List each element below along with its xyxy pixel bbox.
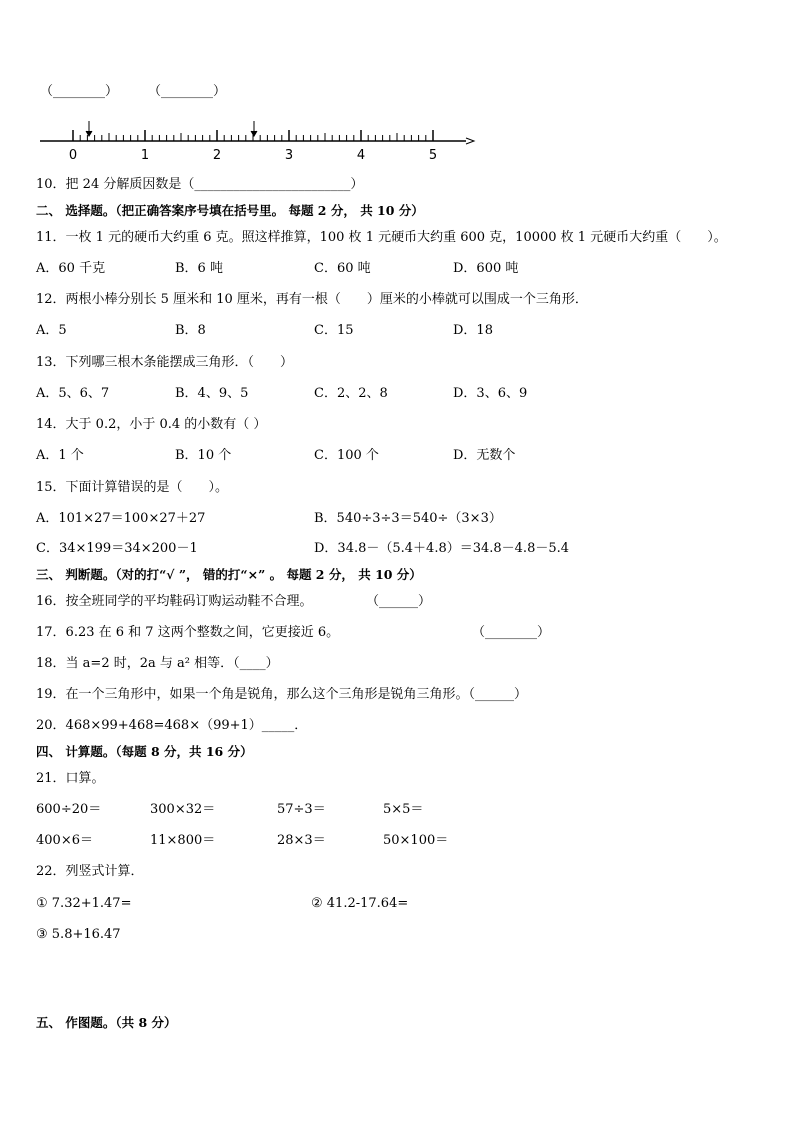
q12-option-d[interactable]: D．18 [453,323,493,338]
down-arrow-icon [86,121,92,136]
q17-text: 17．6.23 在 6 和 7 这两个整数之间，它更接近 6。 [36,625,340,640]
q19-text[interactable]: 19．在一个三角形中，如果一个角是锐角，那么这个三角形是锐角三角形。（______） [36,687,528,702]
oral-item: 57÷3＝ [277,802,326,817]
section-3-heading: 三、 判断题。（对的打“√ ”， 错的打“×” 。 每题 2 分， 共 10 分） [36,567,422,582]
q18-text[interactable]: 18．当 a=2 时，2a 与 a² 相等．（____） [36,656,279,671]
q11-option-a[interactable]: A．60 千克 [36,261,106,276]
q22-text: 22．列竖式计算． [36,864,144,879]
answer-blank-2[interactable]: （________） [148,84,227,99]
number-line-label: 3 [284,148,294,163]
q14-option-c[interactable]: C．100 个 [314,448,379,463]
section-4-heading: 四、 计算题。（每题 8 分，共 16 分） [36,744,253,759]
q15-option-b[interactable]: B．540÷3÷3＝540÷（3×3） [314,511,502,526]
number-line-arrow-icon [466,138,474,144]
q15-stem: 15．下面计算错误的是（ ）。 [36,480,229,495]
q14-option-b[interactable]: B．10 个 [175,448,232,463]
section-2-heading: 二、 选择题。（把正确答案序号填在括号里。 每题 2 分， 共 10 分） [36,203,424,218]
vertical-calc-item: ② 41.2-17.64= [311,896,409,911]
q20-text[interactable]: 20．468×99+468=468×（99+1）_____． [36,718,308,733]
number-line-label: 4 [356,148,366,163]
vertical-calc-item: ① 7.32+1.47= [36,896,132,911]
q11-option-c[interactable]: C．60 吨 [314,261,371,276]
q12-option-b[interactable]: B．8 [175,323,206,338]
q16-text: 16．按全班同学的平均鞋码订购运动鞋不合理。 [36,594,313,609]
oral-item: 5×5＝ [383,802,424,817]
number-line-label: 2 [212,148,222,163]
q11-stem: 11．一枚 1 元的硬币大约重 6 克。照这样推算，100 枚 1 元硬币大约重 600 克，10000 枚 1 元硬币大约重（ ）。 [36,230,727,245]
q13-option-a[interactable]: A．5、6、7 [36,386,110,401]
q15-option-d[interactable]: D．34.8－（5.4＋4.8）＝34.8－4.8－5.4 [314,541,570,556]
oral-item: 300×32＝ [150,802,216,817]
vertical-calc-item: ③ 5.8+16.47 [36,927,121,942]
number-line-figure [36,118,476,166]
q14-option-a[interactable]: A．1 个 [36,448,84,463]
q21-text: 21．口算。 [36,771,105,786]
oral-item: 50×100＝ [383,833,449,848]
section-5-heading: 五、 作图题。（共 8 分） [36,1015,177,1030]
q13-option-c[interactable]: C．2、2、8 [314,386,388,401]
q15-option-c[interactable]: C．34×199＝34×200－1 [36,541,198,556]
q14-option-d[interactable]: D．无数个 [453,448,516,463]
oral-item: 400×6＝ [36,833,93,848]
q10-text: 10．把 24 分解质因数是（________________________） [36,177,364,192]
q16-answer-blank[interactable]: （______） [366,594,432,609]
down-arrow-icon [251,121,257,136]
q12-stem: 12．两根小棒分别长 5 厘米和 10 厘米，再有一根（ ）厘米的小棒就可以围成一个三角形． [36,292,588,307]
q13-stem: 13．下列哪三根木条能摆成三角形．（ ） [36,355,294,370]
oral-item: 600÷20＝ [36,802,102,817]
q13-option-b[interactable]: B．4、9、5 [175,386,249,401]
q12-option-a[interactable]: A．5 [36,323,67,338]
answer-blank-1[interactable]: （________） [40,84,119,99]
oral-item: 11×800＝ [150,833,216,848]
number-line-label: 5 [428,148,438,163]
number-line-label: 1 [140,148,150,163]
q12-option-c[interactable]: C．15 [314,323,354,338]
q11-option-d[interactable]: D．600 吨 [453,261,519,276]
q13-option-d[interactable]: D．3、6、9 [453,386,528,401]
number-line-label: 0 [68,148,78,163]
q15-option-a[interactable]: A．101×27＝100×27＋27 [36,511,206,526]
oral-item: 28×3＝ [277,833,326,848]
q11-option-b[interactable]: B．6 吨 [175,261,223,276]
q14-stem: 14．大于 0.2，小于 0.4 的小数有（ ） [36,417,267,432]
q17-answer-blank[interactable]: （________） [472,625,551,640]
